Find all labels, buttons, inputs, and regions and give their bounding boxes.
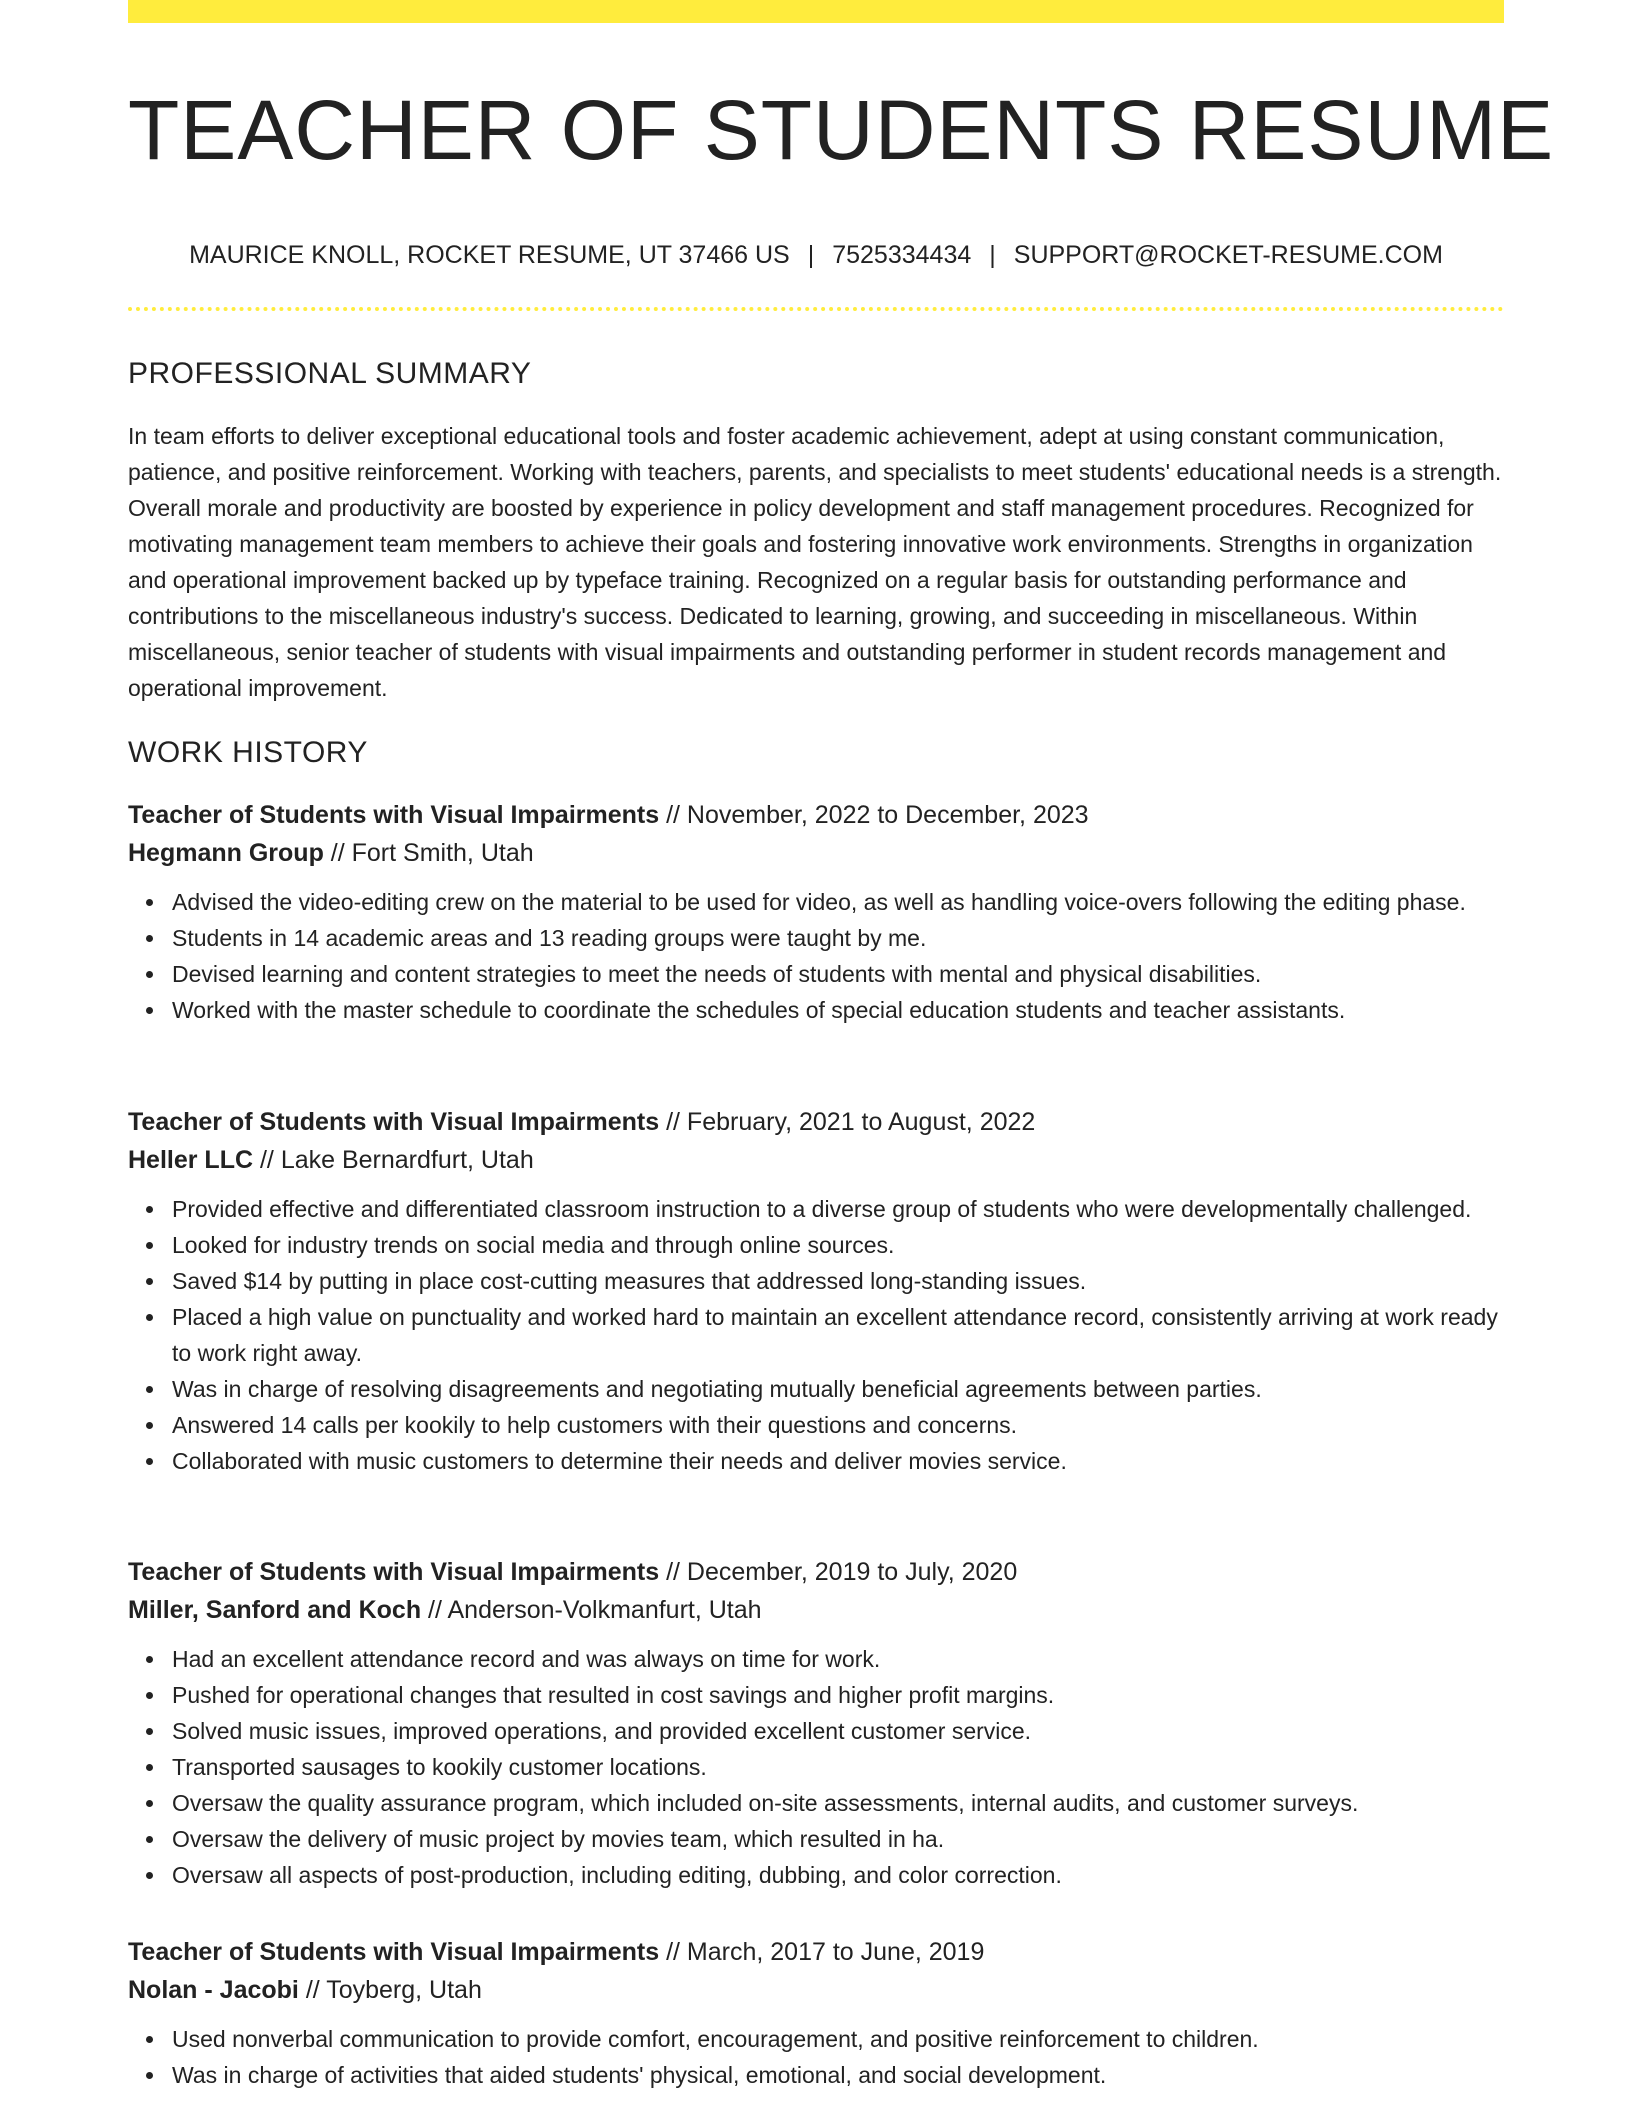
contact-email: SUPPORT@ROCKET-RESUME.COM [1013,241,1443,269]
job-bullet: Devised learning and content strategies to meet the needs of students with mental and physical disabilities. [172,956,1504,992]
job-bullet: Used nonverbal communication to provide comfort, encouragement, and positive reinforcement to children. [172,2021,1504,2057]
contact-separator: | [989,241,996,269]
job-dates: // November, 2022 to December, 2023 [659,801,1089,829]
job-bullet: Had an excellent attendance record and was always on time for work. [172,1641,1504,1677]
job-location: // Lake Bernardfurt, Utah [253,1146,534,1174]
job-title: Teacher of Students with Visual Impairments [128,1558,660,1586]
summary-heading: PROFESSIONAL SUMMARY [128,357,532,390]
job-title: Teacher of Students with Visual Impairments [128,801,660,829]
job-bullet: Solved music issues, improved operations, and provided excellent customer service. [172,1713,1504,1749]
job-bullet: Transported sausages to kookily customer locations. [172,1749,1504,1785]
job-company: Heller LLC [128,1146,254,1174]
job-company-line [128,834,1504,872]
job-bullet: Looked for industry trends on social media and through online sources. [172,1227,1504,1263]
job-dates: // March, 2017 to June, 2019 [659,1938,985,1966]
job-title: Teacher of Students with Visual Impairments [128,1938,660,1966]
job-bullet: Pushed for operational changes that resulted in cost savings and higher profit margins. [172,1677,1504,1713]
job-location: // Toyberg, Utah [298,1976,482,2004]
job-location: // Fort Smith, Utah [323,839,534,867]
contact-address: MAURICE KNOLL, ROCKET RESUME, UT 37466 US [189,241,790,269]
job-title-line [128,796,1504,834]
job-title-line [128,1933,1504,1971]
job-bullet: Was in charge of resolving disagreements and negotiating mutually beneficial agreements between parties. [172,1371,1504,1407]
job-bullet: Oversaw the delivery of music project by movies team, which resulted in ha. [172,1821,1504,1857]
job-entry [128,1103,1504,1479]
job-bullet: Answered 14 calls per kookily to help customers with their questions and concerns. [172,1407,1504,1443]
job-entry [128,1933,1504,2093]
job-company: Nolan - Jacobi [128,1976,299,2004]
work-history-heading: WORK HISTORY [128,736,368,769]
job-bullet: Oversaw the quality assurance program, which included on-site assessments, internal audits, and customer surveys. [172,1785,1504,1821]
job-bullets [128,2021,1504,2093]
contact-separator: | [807,241,815,269]
contact-phone: 7525334434 [832,241,972,269]
job-company: Hegmann Group [128,839,324,867]
job-bullet: Placed a high value on punctuality and worked hard to maintain an excellent attendance record, consistently arriving at work ready to work right away. [172,1299,1504,1371]
job-location: // Anderson-Volkmanfurt, Utah [421,1596,762,1624]
job-company-line [128,1591,1504,1629]
job-dates: // December, 2019 to July, 2020 [659,1558,1018,1586]
job-title-line [128,1553,1504,1591]
job-bullet: Collaborated with music customers to determine their needs and deliver movies service. [172,1443,1504,1479]
job-bullets [128,1641,1504,1893]
job-bullets [128,884,1504,1028]
job-title-line [128,1103,1504,1141]
job-bullet: Oversaw all aspects of post-production, including editing, dubbing, and color correction. [172,1857,1504,1893]
job-bullet: Advised the video-editing crew on the material to be used for video, as well as handling voice-overs following the editing phase. [172,884,1504,920]
job-bullet: Saved $14 by putting in place cost-cutting measures that addressed long-standing issues. [172,1263,1504,1299]
job-company-line [128,1971,1504,2009]
job-entry [128,1553,1504,1893]
accent-top-bar [128,0,1504,23]
job-bullet: Students in 14 academic areas and 13 reading groups were taught by me. [172,920,1504,956]
job-company: Miller, Sanford and Koch [128,1596,422,1624]
job-company-line [128,1141,1504,1179]
job-bullets [128,1191,1504,1479]
contact-line [128,238,1504,272]
job-bullet: Provided effective and differentiated classroom instruction to a diverse group of students who were developmentally challenged. [172,1191,1504,1227]
dotted-divider [128,307,1504,311]
resume-title: TEACHER OF STUDENTS RESUME [128,83,1555,177]
job-bullet: Was in charge of activities that aided students' physical, emotional, and social development. [172,2057,1504,2093]
job-entry [128,796,1504,1028]
job-title: Teacher of Students with Visual Impairments [128,1108,660,1136]
summary-text: In team efforts to deliver exceptional educational tools and foster academic achievement, adept at using constant communication, patience, and positive reinforcement. Working with teachers, parents, and specialists to meet students' educational needs is a strength. Overall morale and productivity are boosted by experience in policy development and staff management procedures. Recognized for motivating management team members to achieve their goals and fostering innovative work environments. Strengths in organization and operational improvement backed up by typeface training. Recognized on a regular basis for outstanding performance and contributions to the miscellaneous industry's success. Dedicated to learning, growing, and succeeding in miscellaneous. Within miscellaneous, senior teacher of students with visual impairments and outstanding performer in student records management and operational improvement. [128,423,1502,701]
job-bullet: Worked with the master schedule to coordinate the schedules of special education students and teacher assistants. [172,992,1504,1028]
job-dates: // February, 2021 to August, 2022 [659,1108,1036,1136]
